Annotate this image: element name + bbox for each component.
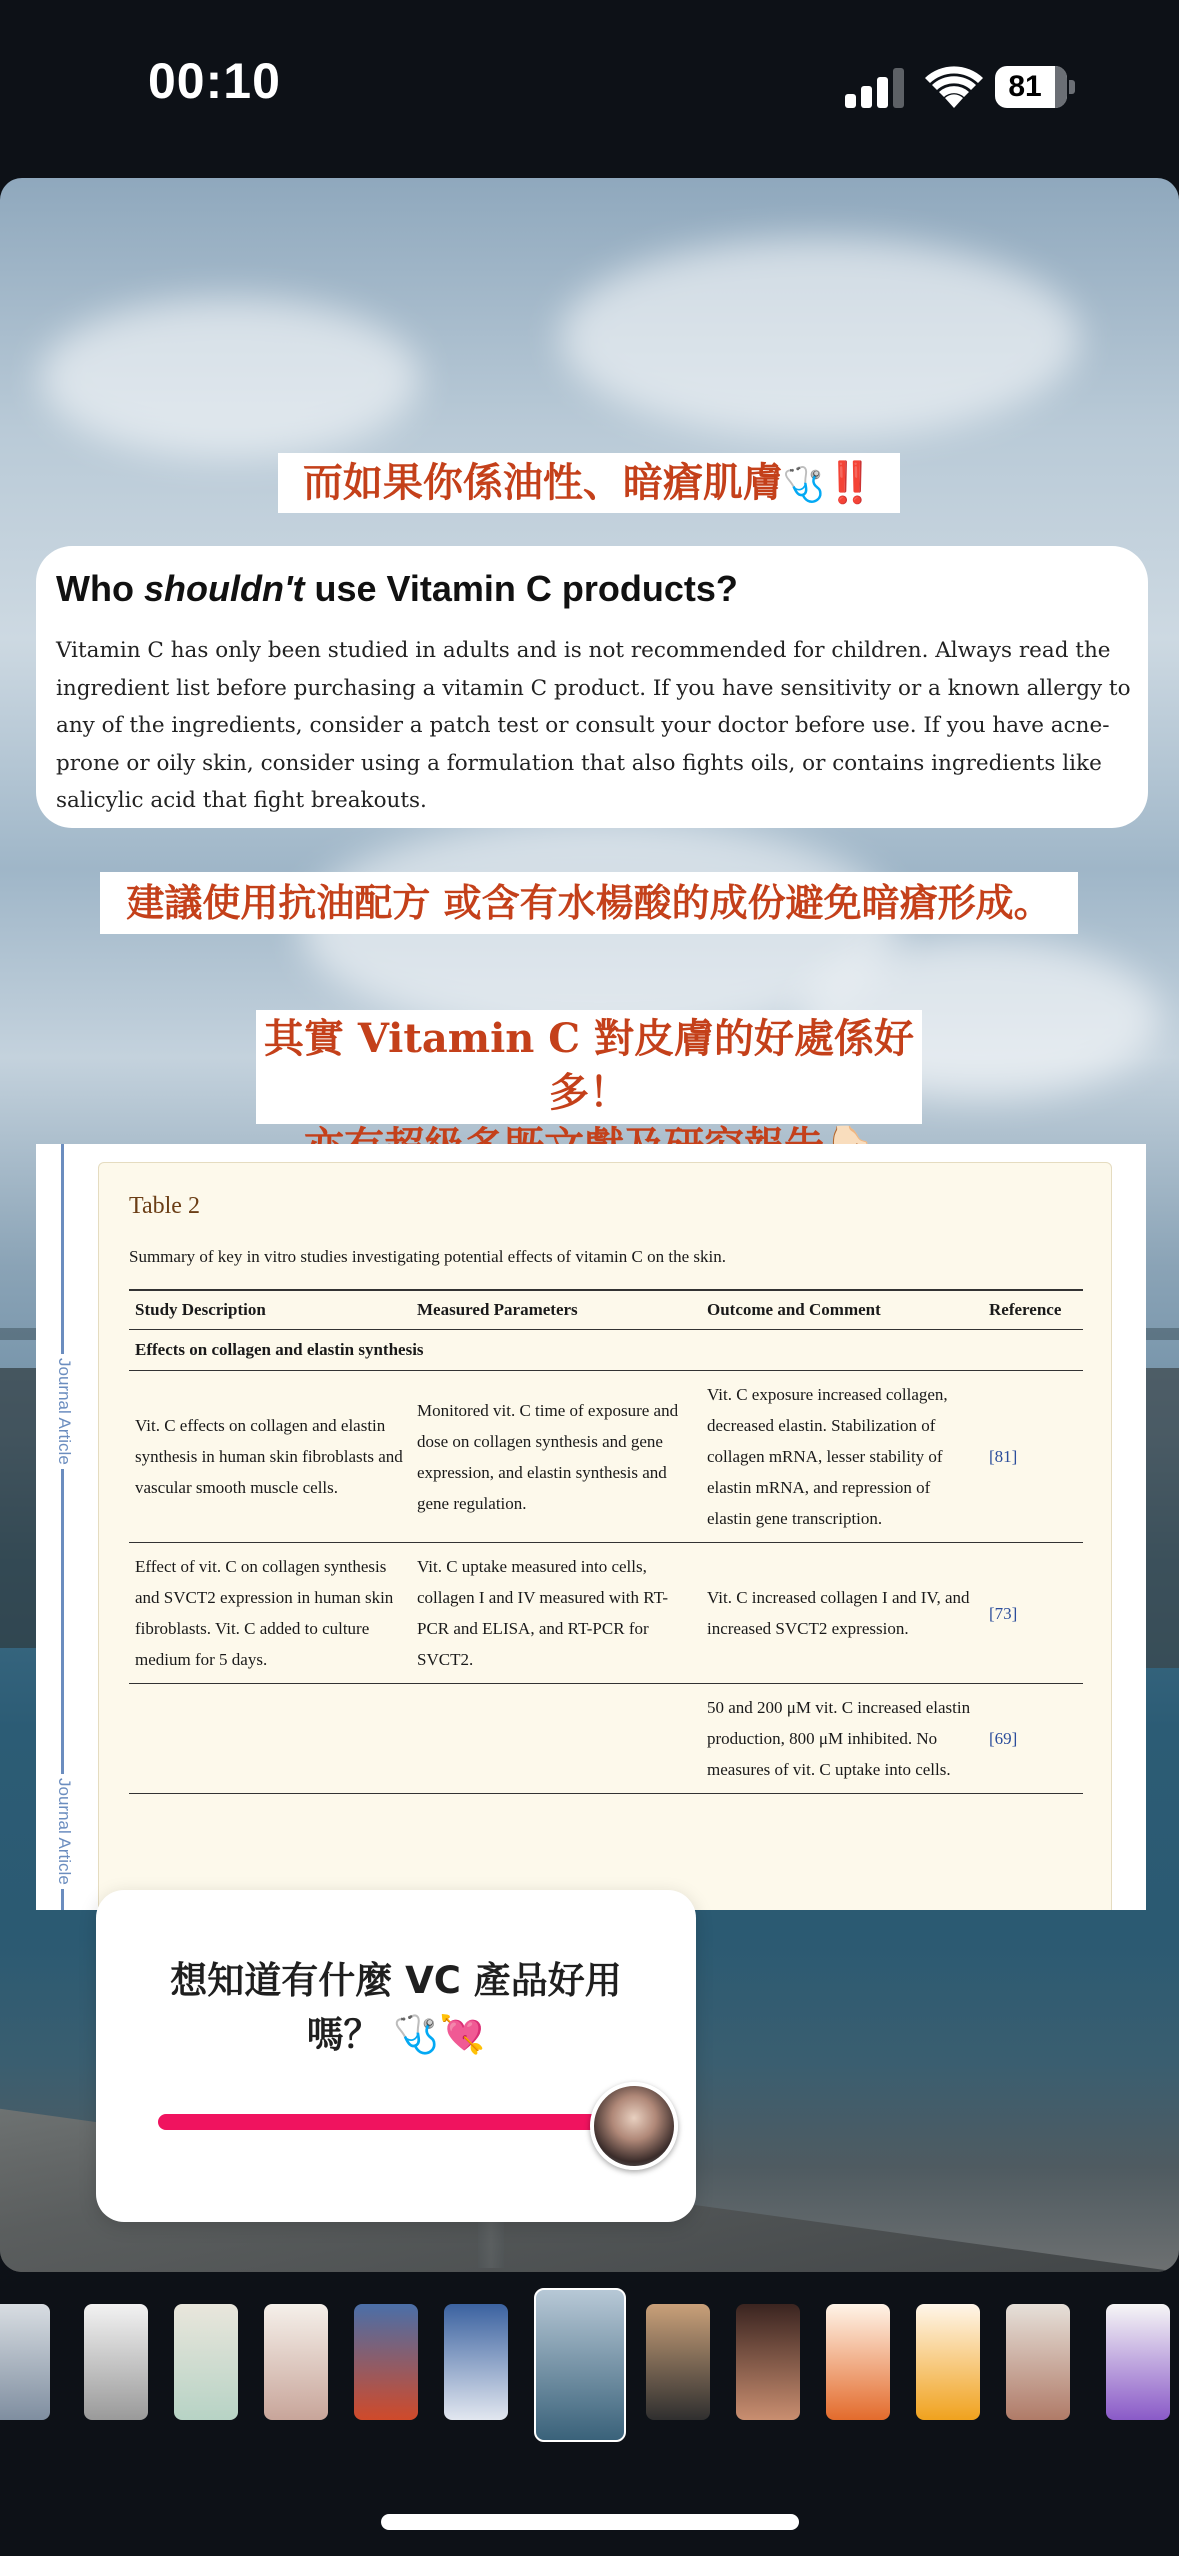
story-thumbnail[interactable] (916, 2304, 980, 2420)
reference-link: [73] (983, 1543, 1083, 1684)
story-thumbnail[interactable] (354, 2304, 418, 2420)
table-section-heading: Effects on collagen and elastin synthesis (129, 1330, 1083, 1371)
stethoscope-icon: 🩺 (782, 465, 826, 505)
home-indicator[interactable] (381, 2514, 799, 2530)
article-title: Who shouldn't use Vitamin C products? (56, 568, 738, 609)
wifi-icon (925, 64, 983, 110)
poll-slider-track[interactable] (158, 2114, 638, 2130)
caption-recommendation: 建議使用抗油配方 或含有水楊酸的成份避免暗瘡形成。 (100, 872, 1078, 934)
column-header: Measured Parameters (411, 1290, 701, 1330)
story-card[interactable] (0, 178, 1179, 2272)
story-thumbnail[interactable] (534, 2288, 626, 2442)
table-paper (98, 1162, 1112, 1910)
poll-question: 想知道有什麼 VC 產品好用嗎？ 🩺💘 (170, 1959, 622, 2056)
story-thumbnail[interactable] (0, 2304, 50, 2420)
poll-slider-fill (158, 2114, 638, 2130)
table-summary: Summary of key in vitro studies investigating potential effects of vitamin C on the skin. (129, 1247, 726, 1266)
caption-benefits: 其實 Vitamin C 對皮膚的好處係好多！ (256, 1010, 922, 1124)
story-thumbnail[interactable] (174, 2304, 238, 2420)
cellular-signal-icon (845, 66, 907, 110)
table-row: Vit. C effects on collagen and elastin synthesis in human skin fibroblasts and vascular smooth muscle cells. Monitored vit. C time of exposure and dose on collagen synthesis and gene expression, and elastin synthesis and gene regulation. Vit. C exposure increased collagen, decreased elastin. Stabilization of collagen mRNA, lesser stability of elastin mRNA, and repression of elastin gene transcription. [81] (129, 1371, 1083, 1543)
table-row: 50 and 200 μM vit. C increased elastin production, 800 μM inhibited. No measures of vit. C uptake into cells. [69] (129, 1684, 1083, 1794)
story-thumbnail[interactable] (1006, 2304, 1070, 2420)
slider-poll[interactable] (96, 1890, 696, 2222)
battery-level: 81 (1008, 70, 1042, 103)
status-bar (0, 0, 1179, 170)
table-row: Effect of vit. C on collagen synthesis and SVCT2 expression in human skin fibroblasts. Vit. C added to culture medium for 5 days. Vit. C uptake measured into cells, collagen I and IV measured with RT-PCR and ELISA, and RT-PCR for SVCT2. Vit. C increased collagen I and IV, and increased SVCT2 expression. [73] (129, 1543, 1083, 1684)
story-thumbnail[interactable] (736, 2304, 800, 2420)
story-thumbnail[interactable] (84, 2304, 148, 2420)
battery-icon (995, 66, 1075, 108)
reference-link: [69] (983, 1684, 1083, 1794)
clock-time: 00:10 (148, 53, 281, 109)
reference-link: [81] (983, 1371, 1083, 1543)
story-thumbnail-strip[interactable] (0, 2280, 1179, 2450)
poll-avatar[interactable] (590, 2082, 678, 2170)
column-header: Outcome and Comment (701, 1290, 983, 1330)
story-thumbnail[interactable] (264, 2304, 328, 2420)
table-title: Table 2 (129, 1193, 200, 1219)
research-table-screenshot (36, 1144, 1146, 1910)
story-thumbnail[interactable] (646, 2304, 710, 2420)
study-table (129, 1289, 1083, 1794)
caption-oily-skin: 而如果你係油性、暗瘡肌膚🩺‼️ (278, 453, 900, 513)
column-header: Reference (983, 1290, 1083, 1330)
story-thumbnail[interactable] (826, 2304, 890, 2420)
story-thumbnail[interactable] (444, 2304, 508, 2420)
article-body: Vitamin C has only been studied in adults and is not recommended for children. Always read the ingredient list before purchasing a vitamin C product. If you have sensitivity or a known allergy to any of the ingredients, consider a patch test or consult your doctor before use. If you have acne-prone or oily skin, consider using a formulation that also fights oils, or contains ingredients like salicylic acid that fight breakouts. (56, 638, 1131, 813)
exclamation-icon: ‼️ (825, 459, 876, 506)
story-thumbnail[interactable] (1106, 2304, 1170, 2420)
article-card (36, 546, 1148, 828)
column-header: Study Description (129, 1290, 411, 1330)
journal-side-label: Journal Article Journal Article (36, 1144, 72, 1910)
